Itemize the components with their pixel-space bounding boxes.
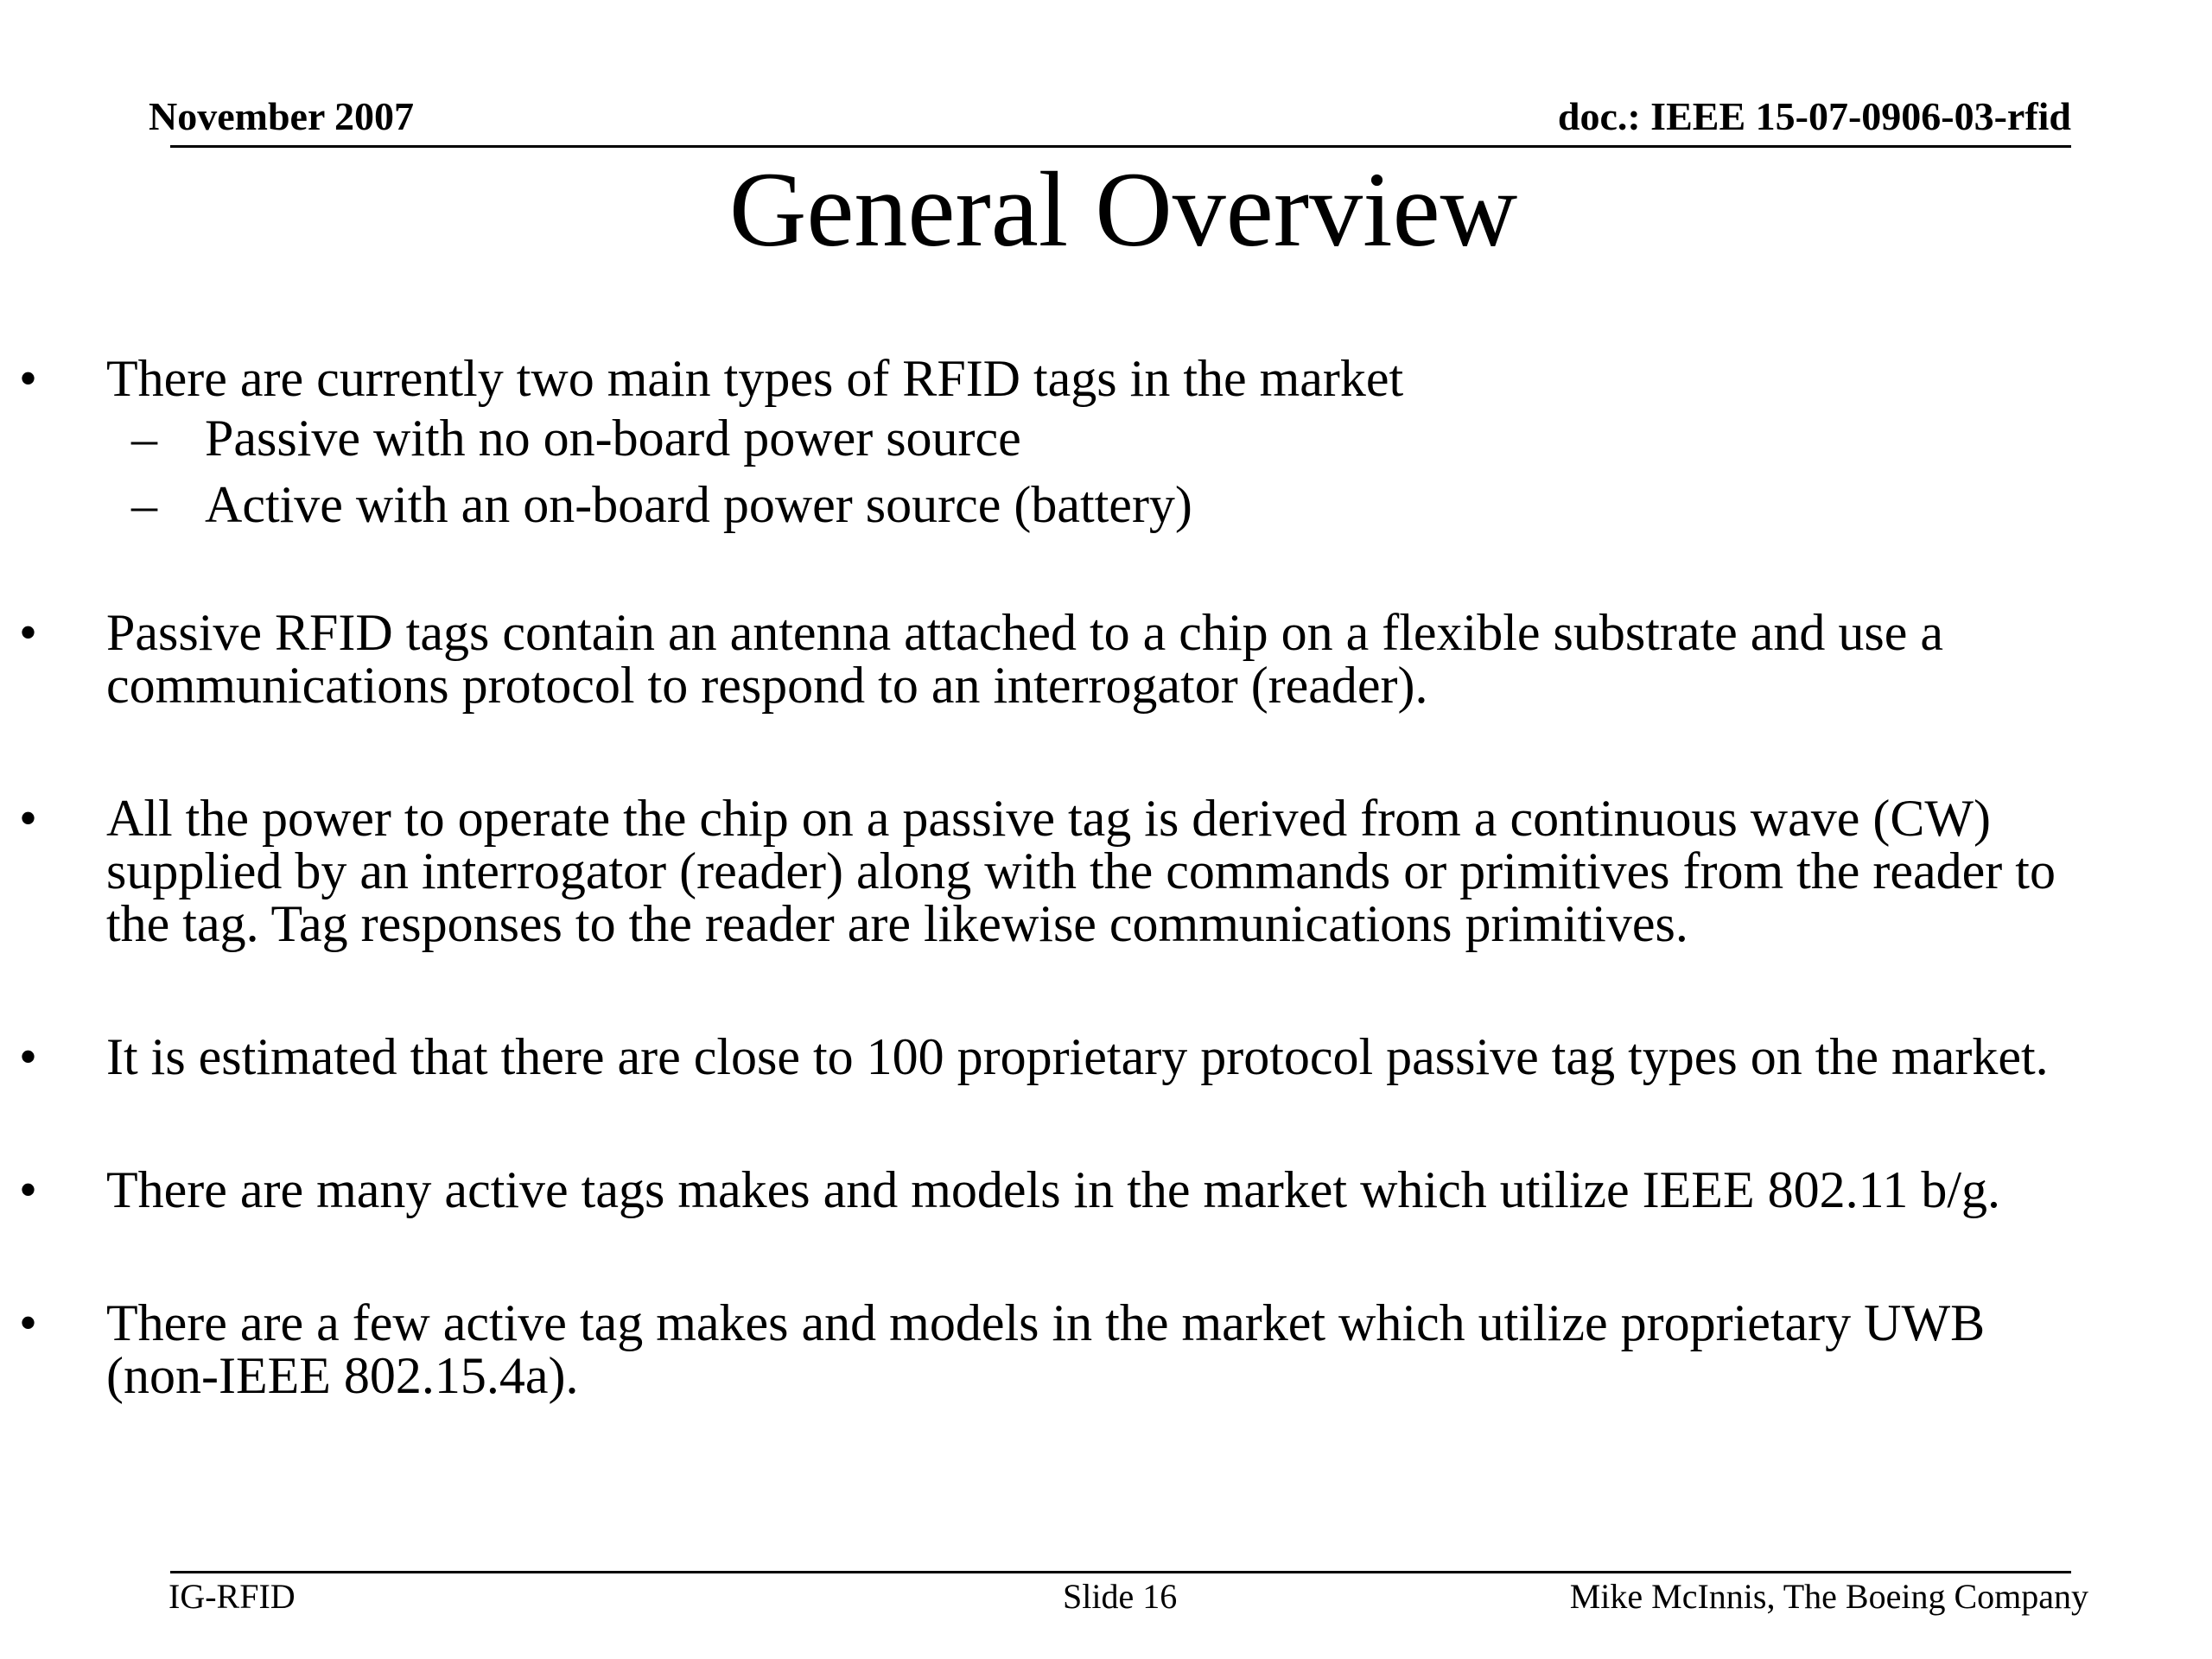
bullet-line: There are currently two main types of RFID tags in the market bbox=[106, 350, 1404, 407]
slide-title: General Overview bbox=[728, 150, 1518, 269]
bullet-line: Passive RFID tags contain an antenna attached to a chip on a flexible substrate and use a bbox=[106, 604, 1944, 661]
sub-bullet-line: Passive with no on-board power source bbox=[205, 410, 1021, 467]
bullet-item bbox=[0, 1028, 2212, 1085]
footer-author: Mike McInnis, The Boeing Company bbox=[1569, 1577, 2088, 1616]
bullet-marker: • bbox=[19, 350, 38, 407]
bullet-item bbox=[0, 604, 2212, 714]
bullet-marker: • bbox=[19, 604, 38, 661]
sub-bullet-item bbox=[0, 405, 2212, 472]
bullet-marker: • bbox=[19, 790, 38, 847]
header-date: November 2007 bbox=[149, 94, 415, 138]
sub-bullet-marker: – bbox=[131, 476, 157, 533]
bullet-marker: • bbox=[19, 1161, 38, 1218]
sub-bullet-marker: – bbox=[131, 410, 157, 467]
bullet-line: All the power to operate the chip on a passive tag is derived from a continuous wave (CW) bbox=[106, 790, 1992, 847]
footer-divider bbox=[170, 1571, 2071, 1573]
bullet-line: supplied by an interrogator (reader) along with the commands or primitives from the reader to bbox=[106, 842, 2056, 899]
bullet-marker: • bbox=[19, 1028, 38, 1085]
bullet-line: It is estimated that there are close to 100 proprietary protocol passive tag types on the market. bbox=[106, 1028, 2049, 1085]
bullet-list bbox=[0, 350, 2212, 1404]
bullet-line: communications protocol to respond to an interrogator (reader). bbox=[106, 657, 1428, 714]
footer-slide-number: Slide 16 bbox=[1063, 1577, 1178, 1616]
bullet-item bbox=[0, 1161, 2212, 1218]
sub-bullet-line: Active with an on-board power source (battery) bbox=[205, 476, 1192, 533]
bullet-item bbox=[0, 350, 2212, 407]
sub-bullet-item bbox=[0, 472, 2212, 538]
footer-group: IG-RFID bbox=[168, 1577, 296, 1616]
bullet-line: There are many active tags makes and models in the market which utilize IEEE 802.11 b/g. bbox=[106, 1161, 2001, 1218]
bullet-item bbox=[0, 1294, 2212, 1404]
bullet-line: There are a few active tag makes and models in the market which utilize proprietary UWB bbox=[106, 1294, 1986, 1351]
bullet-item bbox=[0, 792, 2212, 950]
bullet-line: (non-IEEE 802.15.4a). bbox=[106, 1347, 579, 1404]
bullet-marker: • bbox=[19, 1294, 38, 1351]
header-divider bbox=[170, 145, 2071, 148]
header-doc-id: doc.: IEEE 15-07-0906-03-rfid bbox=[1557, 94, 2071, 138]
bullet-line: the tag. Tag responses to the reader are likewise communications primitives. bbox=[106, 895, 1688, 952]
